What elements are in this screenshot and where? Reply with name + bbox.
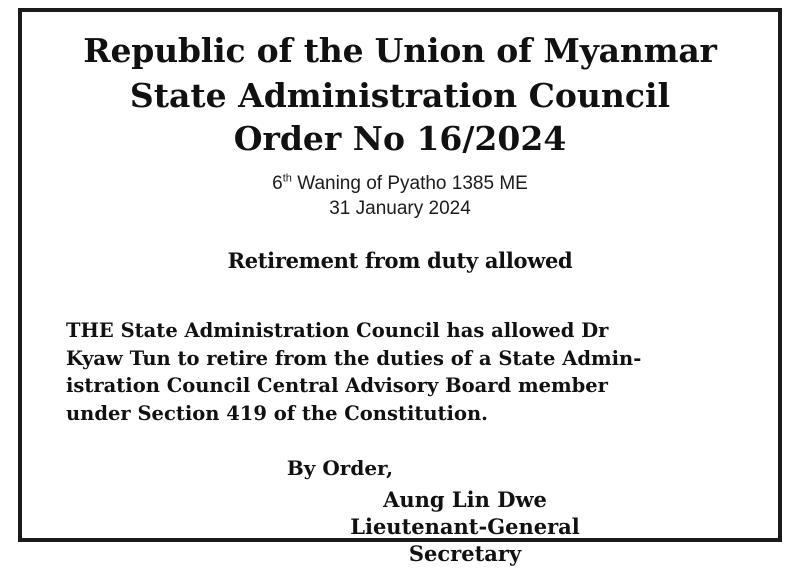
date-block <box>48 171 752 222</box>
page-title-order-number: Order No 16/2024 <box>233 118 567 158</box>
signatory-position: Secretary <box>408 541 522 567</box>
myanmar-date-ordinal: th <box>282 172 292 185</box>
order-body-line: istration Council Central Advisory Board member <box>66 374 608 398</box>
order-body-line: Kyaw Tun to retire from the duties of a State Admin- <box>66 346 642 370</box>
order-body-line: under Section 419 of the Constitution. <box>66 402 488 426</box>
order-body <box>66 317 738 428</box>
gregorian-date: 31 January 2024 <box>329 198 471 220</box>
document-heading <box>48 32 752 159</box>
by-order-label: By Order, <box>286 455 394 480</box>
page-title-council: State Administration Council <box>129 75 671 115</box>
document-content <box>22 12 778 567</box>
page-title-country: Republic of the Union of Myanmar <box>83 31 717 70</box>
order-subject: Retirement from duty allowed <box>227 248 573 274</box>
myanmar-date-day: 6 <box>272 172 283 194</box>
myanmar-date <box>48 171 752 197</box>
document-border-frame <box>18 8 782 567</box>
myanmar-date-rest: Waning of Pyatho 1385 ME <box>291 172 528 194</box>
signature-block <box>48 486 752 568</box>
order-body-line: THE State Administration Council has allowed Dr <box>66 319 609 343</box>
signatory-rank: Lieutenant-General <box>350 514 580 540</box>
signatory-name: Aung Lin Dwe <box>383 486 547 512</box>
